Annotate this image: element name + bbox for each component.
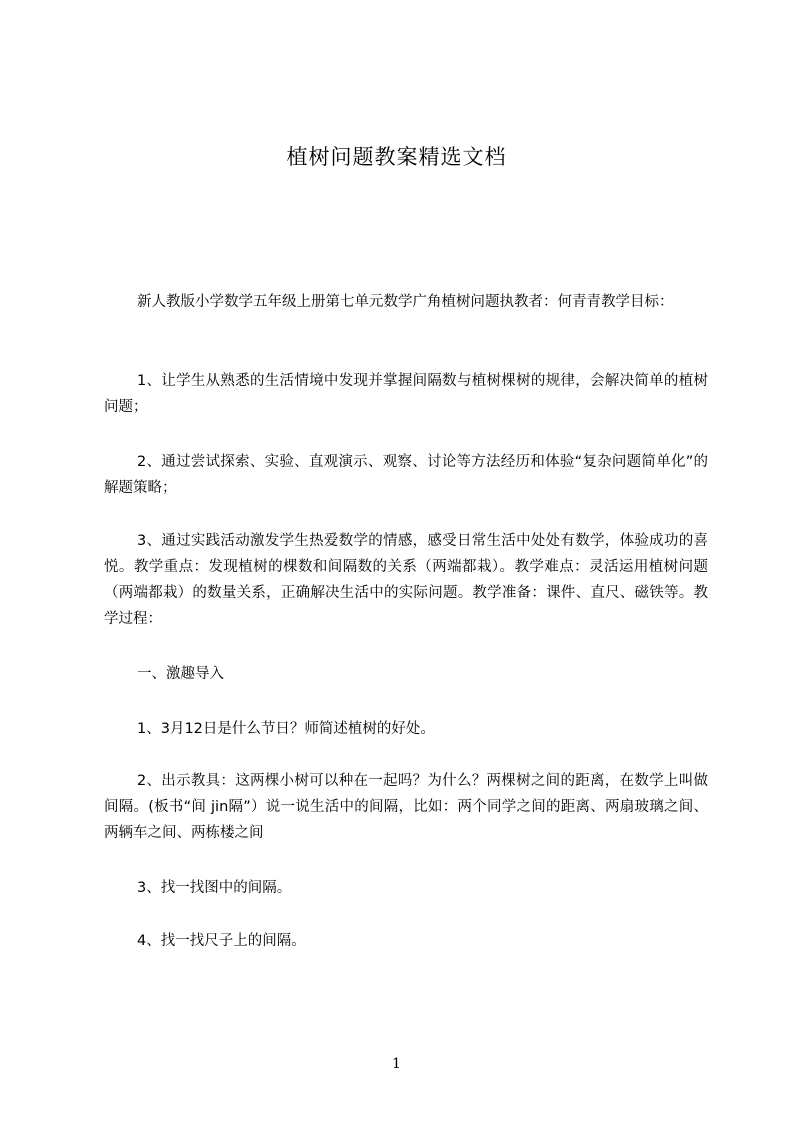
page-number: 1 bbox=[392, 1056, 401, 1072]
paragraph-step-1: 1、3月12日是什么节日？师简述植树的好处。 bbox=[137, 721, 435, 737]
paragraph-objective-3: 3、通过实践活动激发学生热爱数学的情感，感受日常生活中处处有数学，体验成功的喜悦。教学重点：发现植树的棵数和间隔数的关系（两端都栽）。教学难点：灵活运用植树问题（两端都栽）的数量关系，正确解决生活中的实际问题。教学准备：课件、直尺、磁铁等。教学过程： bbox=[104, 533, 708, 627]
document-title: 植树问题教案精选文档 bbox=[286, 145, 507, 169]
section-heading: 一、激趣导入 bbox=[137, 666, 224, 682]
paragraph-objective-2: 2、通过尝试探索、实验、直观演示、观察、讨论等方法经历和体验“复杂问题简单化”的解题策略； bbox=[104, 454, 708, 496]
paragraph-objective-1: 1、让学生从熟悉的生活情境中发现并掌握间隔数与植树棵树的规律，会解决简单的植树问题； bbox=[104, 373, 708, 415]
paragraph-intro: 新人教版小学数学五年级上册第七单元数学广角植树问题执教者：何青青教学目标： bbox=[137, 294, 674, 310]
paragraph-step-2: 2、出示教具：这两棵小树可以种在一起吗？为什么？两棵树之间的距离，在数学上叫做间隔。(板书“间 jin隔”）说一说生活中的间隔，比如：两个同学之间的距离、两扇玻璃之间、两辆车之间、两栋楼之间 bbox=[104, 773, 708, 841]
paragraph-step-3: 3、找一找图中的间隔。 bbox=[137, 880, 292, 896]
paragraph-step-4: 4、找一找尺子上的间隔。 bbox=[137, 933, 306, 949]
